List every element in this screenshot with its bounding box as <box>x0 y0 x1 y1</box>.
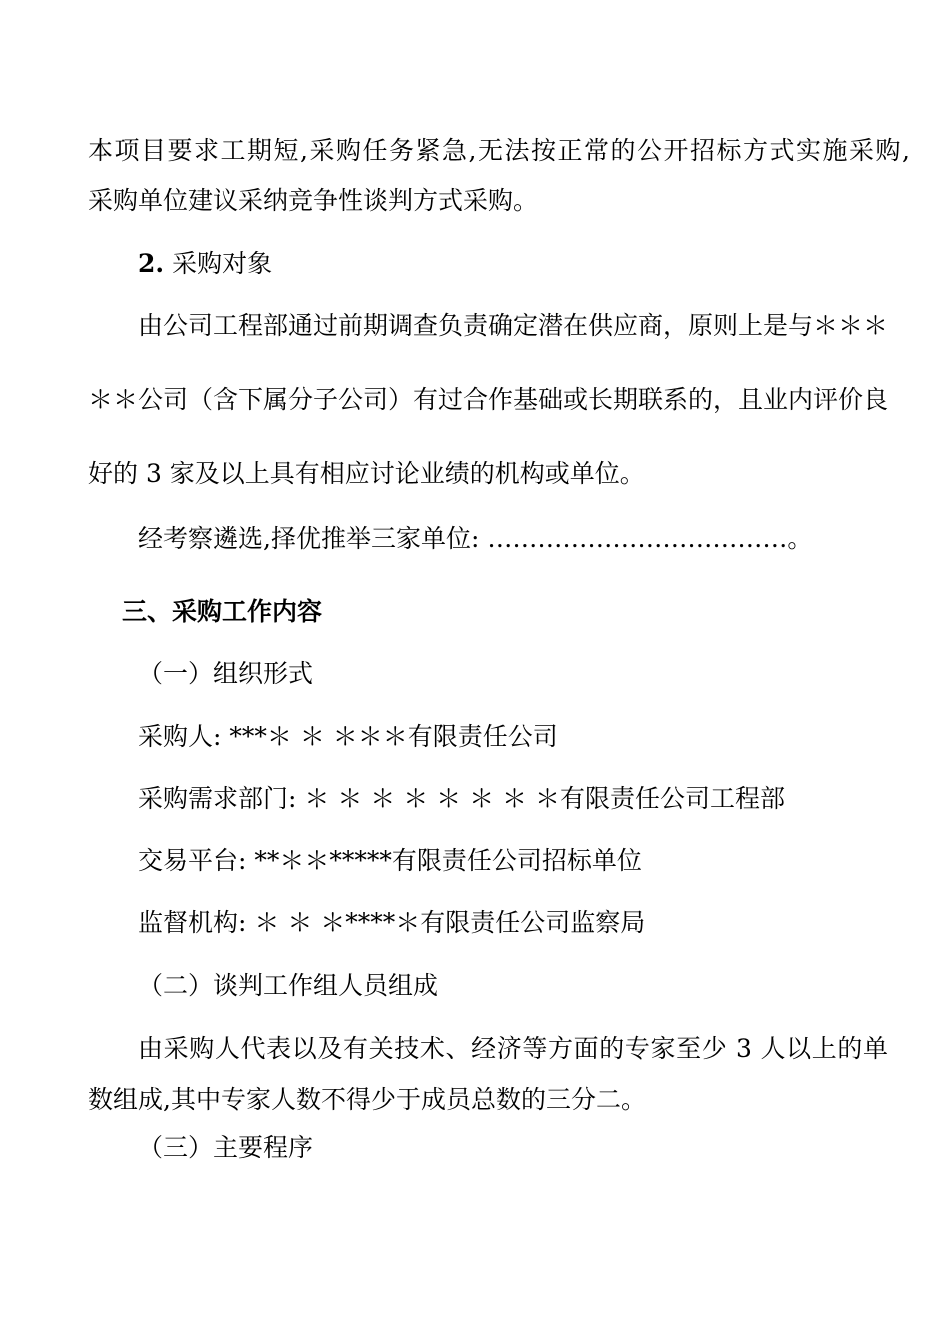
demand-department-line: 采购需求部门: ＊ ＊ ＊ ＊ ＊ ＊ ＊ ＊有限责任公司工程部 <box>138 784 785 813</box>
target-paragraph-line-3: 好的 3 家及以上具有相应讨论业绩的机构或单位。 <box>88 459 645 488</box>
section-2-number: 2. <box>138 249 165 278</box>
trading-platform-line: 交易平台: **＊＊*****有限责任公司招标单位 <box>138 846 642 875</box>
selection-paragraph: 经考察遴选,择优推举三家单位: ………………………………。 <box>138 524 813 553</box>
reason-paragraph-line-2: 采购单位建议采纳竞争性谈判方式采购。 <box>88 186 539 215</box>
reason-paragraph-line-1: 本项目要求工期短,采购任务紧急,无法按正常的公开招标方式实施采购, <box>88 136 910 165</box>
purchaser-line: 采购人: ***＊ ＊ ＊＊＊有限责任公司 <box>138 722 558 751</box>
team-paragraph-line-1: 由采购人代表以及有关技术、经济等方面的专家至少 3 人以上的单 <box>138 1034 888 1063</box>
section-3-heading: 三、采购工作内容 <box>122 597 323 626</box>
section-2-heading <box>138 249 272 279</box>
subsection-organization-form: （一）组织形式 <box>138 659 314 688</box>
team-paragraph-line-2: 数组成,其中专家人数不得少于成员总数的三分二。 <box>88 1085 646 1114</box>
subsection-main-procedure: （三）主要程序 <box>138 1133 314 1162</box>
supervision-line: 监督机构: ＊ ＊ ＊****＊有限责任公司监察局 <box>138 908 646 937</box>
target-paragraph-line-1: 由公司工程部通过前期调查负责确定潜在供应商，原则上是与＊＊＊ <box>138 311 889 340</box>
section-2-title: 采购对象 <box>172 249 273 278</box>
subsection-negotiation-team: （二）谈判工作组人员组成 <box>138 971 439 1000</box>
target-paragraph-line-2: ＊＊公司（含下属分子公司）有过合作基础或长期联系的，且业内评价良 <box>88 385 889 414</box>
